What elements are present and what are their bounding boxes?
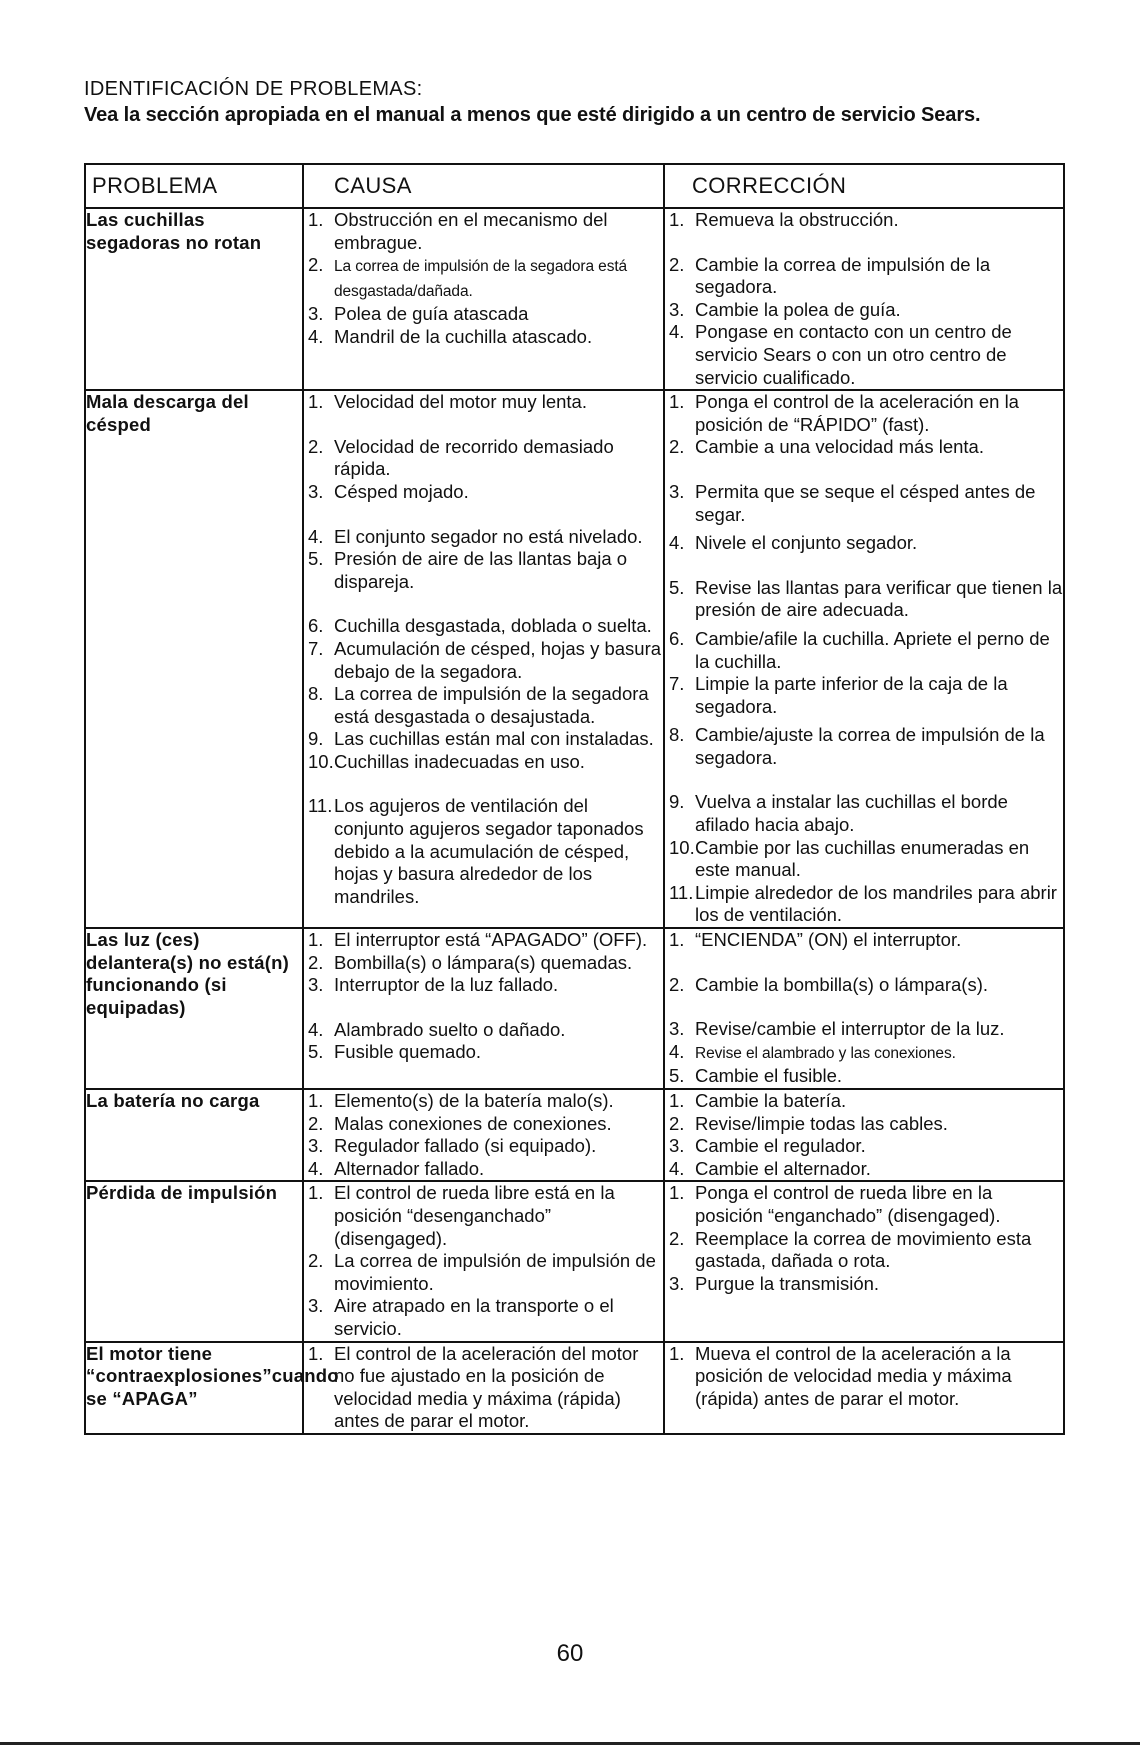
list-item: [304, 1113, 663, 1136]
cause-list: [304, 1090, 663, 1180]
list-item: [304, 751, 663, 774]
item-text: Malas conexiones de conexiones.: [334, 1112, 612, 1134]
list-item: [665, 882, 1063, 927]
item-number: 2.: [669, 436, 685, 458]
cause-cell: [303, 208, 664, 390]
item-text: Pongase en contacto con un centro de servicio Sears o con un otro centro de servicio cualificado.: [695, 321, 1012, 388]
item-text: Velocidad del motor muy lenta.: [334, 391, 587, 413]
column-header-cause: CAUSA: [303, 164, 664, 208]
list-item: [304, 1090, 663, 1113]
item-number: 1.: [308, 1182, 324, 1204]
item-text: El conjunto segador no está nivelado.: [334, 525, 643, 547]
cause-list: [304, 1343, 663, 1433]
list-item: [665, 577, 1063, 622]
list-item: [665, 673, 1063, 718]
problem-cell: Las cuchillas segadoras no rotan: [85, 208, 303, 390]
list-item: [665, 436, 1063, 459]
item-text: Cuchillas inadecuadas en uso.: [334, 750, 585, 772]
list-item: [665, 209, 1063, 232]
item-text: Revise las llantas para verificar que tienen la presión de aire adecuada.: [695, 576, 1063, 621]
item-number: 3.: [669, 1018, 685, 1040]
item-text: Cambie la batería.: [695, 1090, 847, 1111]
item-number: 2.: [308, 1250, 324, 1272]
item-number: 3.: [669, 1272, 685, 1294]
cause-list: [304, 391, 663, 908]
item-text: Cambie el alternador.: [695, 1157, 871, 1179]
item-number: 1.: [669, 1090, 685, 1111]
item-text: El control de la aceleración del motor no fue ajustado en la posición de velocidad media y máxima (rápida) antes de parar el motor.: [334, 1342, 639, 1432]
item-number: 3.: [308, 480, 324, 502]
list-item: [665, 1135, 1063, 1158]
item-text: Cambie el regulador.: [695, 1135, 866, 1157]
list-item: [665, 791, 1063, 836]
item-number: 2.: [669, 1227, 685, 1249]
item-text: Velocidad de recorrido demasiado rápida.: [334, 435, 614, 480]
list-item: [665, 391, 1063, 436]
item-number: 1.: [308, 1342, 324, 1364]
item-number: 1.: [308, 391, 324, 413]
list-item: [665, 1158, 1063, 1181]
item-number: 4.: [669, 321, 685, 343]
list-item: [304, 548, 663, 593]
item-number: 5.: [669, 1065, 685, 1087]
correction-list: [665, 1343, 1063, 1411]
list-item: [665, 532, 1063, 555]
item-text: Bombilla(s) o lámpara(s) quemadas.: [334, 951, 633, 973]
item-number: 6.: [669, 627, 685, 649]
item-text: Acumulación de césped, hojas y basura debajo de la segadora.: [334, 637, 662, 682]
list-item: [665, 724, 1063, 769]
item-text: Los agujeros de ventilación del conjunto agujeros segador taponados debido a la acumulación de césped, hojas y basura alrededor de los mandriles.: [334, 795, 644, 907]
page-heading: [84, 76, 1084, 128]
item-number: 3.: [669, 298, 685, 320]
list-item: [304, 638, 663, 683]
item-number: 3.: [308, 974, 324, 996]
problem-cell: Mala descarga del césped: [85, 390, 303, 928]
bottom-divider: [0, 1742, 1140, 1745]
item-text: Cambie a una velocidad más lenta.: [695, 436, 984, 458]
item-number: 3.: [308, 1135, 324, 1157]
cause-cell: [303, 928, 664, 1089]
list-item: [304, 1343, 663, 1433]
item-text: Ponga el control de rueda libre en la posición “enganchado” (disengaged).: [695, 1182, 1001, 1226]
list-item: [665, 1041, 1063, 1066]
item-text: Limpie alrededor de los mandriles para abrir los de ventilación.: [695, 881, 1057, 926]
list-item: [665, 254, 1063, 299]
item-number: 4.: [308, 325, 324, 347]
list-item: [304, 526, 663, 549]
page-number: 60: [556, 1640, 584, 1667]
list-item: [304, 615, 663, 638]
list-item: [665, 321, 1063, 389]
item-text: La correa de impulsión de la segadora está desgastada/dañada.: [334, 258, 628, 300]
item-text: Limpie la parte inferior de la caja de la segadora.: [695, 673, 1008, 717]
list-item: [304, 1019, 663, 1042]
item-text: Polea de guía atascada: [334, 303, 529, 325]
problem-cell: Pérdida de impulsión: [85, 1181, 303, 1341]
list-item: [304, 481, 663, 504]
item-text: Purgue la transmisión.: [695, 1272, 880, 1294]
list-item: [304, 326, 663, 349]
list-item: [665, 1018, 1063, 1041]
item-text: Reemplace la correa de movimiento esta gastada, dañada o rota.: [695, 1227, 1032, 1272]
page-subtitle: Vea la sección apropiada en el manual a menos que esté dirigido a un centro de servicio Sears.: [84, 104, 981, 126]
table-row: [85, 1089, 1064, 1181]
list-item: [304, 303, 663, 326]
cause-list: [304, 1182, 663, 1340]
item-text: Cambie el fusible.: [695, 1065, 843, 1087]
item-text: Revise/cambie el interruptor de la luz.: [695, 1018, 1005, 1040]
correction-list: [665, 1182, 1063, 1295]
list-item: [665, 1273, 1063, 1296]
table-row: [85, 1181, 1064, 1341]
item-text: Cambie/ajuste la correa de impulsión de la segadora.: [695, 724, 1045, 768]
list-item: [304, 1250, 663, 1295]
correction-list: [665, 1090, 1063, 1180]
correction-list: [665, 929, 1063, 1088]
item-number: 11.: [308, 795, 333, 817]
item-number: 4.: [308, 1157, 324, 1179]
item-number: 4.: [308, 1018, 324, 1040]
item-text: La correa de impulsión de la segadora está desgastada o desajustada.: [334, 683, 649, 727]
table-row: [85, 208, 1064, 390]
list-item: [304, 1158, 663, 1181]
list-item: [665, 929, 1063, 952]
item-number: 3.: [308, 303, 324, 325]
cause-cell: [303, 1342, 664, 1434]
item-number: 5.: [308, 1041, 324, 1063]
item-text: Ponga el control de la aceleración en la posición de “RÁPIDO” (fast).: [695, 391, 1019, 435]
correction-cell: [664, 208, 1064, 390]
item-number: 2.: [669, 973, 685, 995]
item-number: 7.: [308, 637, 324, 659]
list-item: [304, 929, 663, 952]
correction-list: [665, 391, 1063, 927]
item-number: 5.: [669, 576, 685, 598]
item-number: 3.: [669, 1135, 685, 1157]
cause-list: [304, 929, 663, 1064]
item-text: Remueva la obstrucción.: [695, 209, 899, 230]
list-item: [665, 1090, 1063, 1113]
item-number: 1.: [669, 929, 685, 951]
troubleshooting-table: [84, 163, 1065, 1435]
problem-cell: El motor tiene “contraexplosiones”cuando se “APAGA”: [85, 1342, 303, 1434]
item-number: 1.: [669, 1182, 685, 1204]
table-row: [85, 928, 1064, 1089]
list-item: [665, 837, 1063, 882]
item-text: Cambie la correa de impulsión de la segadora.: [695, 253, 991, 298]
item-number: 8.: [308, 683, 324, 705]
item-text: Cambie la bombilla(s) o lámpara(s).: [695, 973, 989, 995]
correction-cell: [664, 928, 1064, 1089]
item-number: 2.: [669, 1112, 685, 1134]
item-number: 3.: [308, 1295, 324, 1317]
item-text: Interruptor de la luz fallado.: [334, 974, 559, 996]
item-text: Elemento(s) de la batería malo(s).: [334, 1090, 614, 1111]
list-item: [304, 974, 663, 997]
cause-cell: [303, 1089, 664, 1181]
item-text: Césped mojado.: [334, 480, 469, 502]
list-item: [665, 1228, 1063, 1273]
list-item: [304, 1182, 663, 1250]
item-number: 1.: [669, 209, 685, 230]
list-item: [304, 952, 663, 975]
item-number: 9.: [308, 728, 324, 750]
item-number: 1.: [669, 1342, 685, 1364]
list-item: [665, 974, 1063, 997]
table-row: [85, 1342, 1064, 1434]
item-number: 10.: [308, 750, 334, 772]
list-item: [304, 391, 663, 414]
item-text: Alternador fallado.: [334, 1157, 485, 1179]
list-item: [665, 1343, 1063, 1411]
item-text: Nivele el conjunto segador.: [695, 532, 918, 554]
item-number: 9.: [669, 791, 685, 813]
item-number: 1.: [308, 209, 324, 230]
item-number: 1.: [308, 929, 324, 951]
item-number: 3.: [669, 480, 685, 502]
item-text: Revise/limpie todas las cables.: [695, 1112, 948, 1134]
problem-cell: Las luz (ces) delantera(s) no está(n) funcionando (si equipadas): [85, 928, 303, 1089]
item-number: 5.: [308, 548, 324, 570]
column-header-correction: CORRECCIÓN: [664, 164, 1064, 208]
item-number: 4.: [669, 1040, 685, 1062]
list-item: [304, 728, 663, 751]
item-text: Cuchilla desgastada, doblada o suelta.: [334, 615, 652, 637]
item-text: Alambrado suelto o dañado.: [334, 1018, 566, 1040]
item-text: Cambie/afile la cuchilla. Apriete el perno de la cuchilla.: [695, 627, 1050, 672]
item-number: 8.: [669, 724, 685, 746]
list-item: [665, 481, 1063, 526]
item-text: Obstrucción en el mecanismo del embrague.: [334, 209, 608, 253]
list-item: [304, 1041, 663, 1064]
list-item: [665, 1113, 1063, 1136]
list-item: [665, 1065, 1063, 1088]
item-number: 6.: [308, 615, 324, 637]
item-text: Aire atrapado en la transporte o el servicio.: [334, 1295, 614, 1339]
item-number: 4.: [308, 525, 324, 547]
list-item: [304, 1135, 663, 1158]
list-item: [304, 254, 663, 303]
item-text: Vuelva a instalar las cuchillas el borde afilado hacia abajo.: [695, 791, 1008, 836]
item-text: El interruptor está “APAGADO” (OFF).: [334, 929, 648, 951]
cause-cell: [303, 390, 664, 928]
correction-list: [665, 209, 1063, 389]
list-item: [665, 1182, 1063, 1227]
correction-cell: [664, 1342, 1064, 1434]
list-item: [665, 299, 1063, 322]
list-item: [304, 436, 663, 481]
item-text: El control de rueda libre está en la posición “desenganchado” (disengaged).: [334, 1182, 615, 1249]
item-text: Mueva el control de la aceleración a la posición de velocidad media y máxima (rápida) antes de parar el motor.: [695, 1342, 1012, 1409]
item-number: 2.: [308, 951, 324, 973]
list-item: [665, 628, 1063, 673]
item-number: 11.: [669, 881, 694, 903]
item-number: 7.: [669, 673, 685, 695]
cause-list: [304, 209, 663, 349]
list-item: [304, 209, 663, 254]
table-row: [85, 390, 1064, 928]
page-title: IDENTIFICACIÓN DE PROBLEMAS:: [84, 78, 423, 100]
column-header-problem: PROBLEMA: [85, 164, 303, 208]
item-text: Fusible quemado.: [334, 1041, 482, 1063]
item-text: Cambie por las cuchillas enumeradas en este manual.: [695, 836, 1030, 881]
correction-cell: [664, 390, 1064, 928]
item-number: 2.: [308, 435, 324, 457]
item-text: “ENCIENDA” (ON) el interruptor.: [695, 929, 962, 951]
correction-cell: [664, 1181, 1064, 1341]
item-text: Cambie la polea de guía.: [695, 298, 901, 320]
item-number: 1.: [669, 391, 685, 413]
list-item: [304, 795, 663, 908]
correction-cell: [664, 1089, 1064, 1181]
item-number: 1.: [308, 1090, 324, 1111]
item-number: 2.: [308, 254, 324, 276]
item-number: 2.: [308, 1112, 324, 1134]
item-number: 4.: [669, 532, 685, 554]
item-number: 10.: [669, 836, 695, 858]
table-header-row: [85, 164, 1064, 208]
item-text: Permita que se seque el césped antes de segar.: [695, 480, 1036, 525]
item-text: Presión de aire de las llantas baja o dispareja.: [334, 548, 628, 592]
cause-cell: [303, 1181, 664, 1341]
list-item: [304, 1295, 663, 1340]
item-text: Regulador fallado (si equipado).: [334, 1135, 597, 1157]
item-number: 4.: [669, 1157, 685, 1179]
problem-cell: La batería no carga: [85, 1089, 303, 1181]
item-text: Las cuchillas están mal con instaladas.: [334, 728, 654, 750]
list-item: [304, 683, 663, 728]
item-text: La correa de impulsión de impulsión de movimiento.: [334, 1250, 656, 1294]
item-text: Revise el alambrado y las conexiones.: [695, 1044, 956, 1062]
item-number: 2.: [669, 253, 685, 275]
item-text: Mandril de la cuchilla atascado.: [334, 325, 593, 347]
